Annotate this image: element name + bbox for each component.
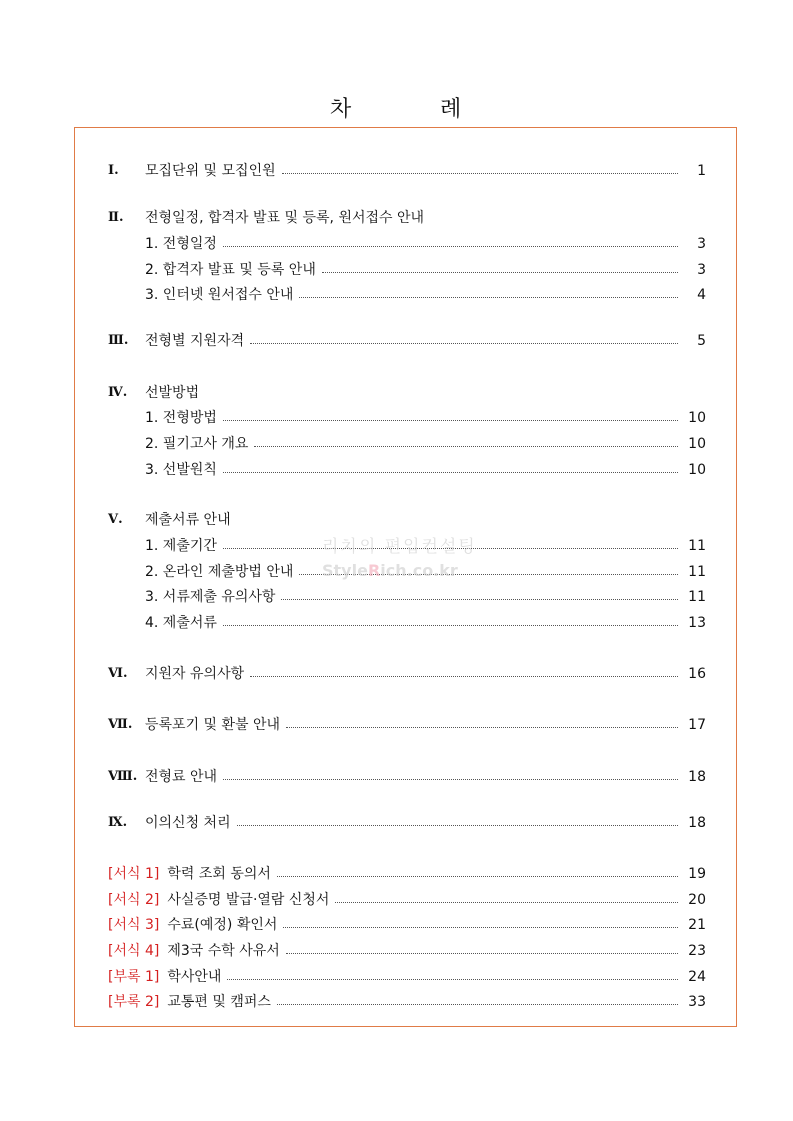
toc-roman-numeral: Ⅵ. (108, 666, 128, 681)
toc-entry-page: 16 (688, 666, 706, 682)
toc-dot-leader (223, 420, 678, 421)
toc-entry-label: 지원자 유의사항 (145, 666, 245, 682)
toc-entry-page: 33 (688, 994, 706, 1010)
toc-entry[interactable] (108, 890, 706, 910)
toc-roman-numeral: Ⅳ. (108, 385, 128, 400)
toc-entry[interactable] (145, 767, 706, 787)
toc-entry-label: 수료(예정) 확인서 (167, 917, 278, 933)
toc-dot-leader (223, 625, 678, 626)
toc-dot-leader (223, 548, 678, 549)
toc-dot-leader (322, 272, 678, 273)
title-char-left: 차 (330, 97, 352, 122)
toc-roman-numeral: Ⅱ. (108, 210, 124, 225)
toc-dot-leader (299, 297, 678, 298)
toc-entry[interactable] (145, 536, 706, 556)
toc-entry[interactable] (145, 234, 706, 254)
toc-roman-numeral: Ⅷ. (108, 769, 138, 784)
toc-dot-leader (223, 779, 678, 780)
toc-entry-label: 1. 전형일정 (145, 236, 217, 252)
toc-entry-tag: [서식 1] (108, 866, 160, 882)
toc-entry-label: 이의신청 처리 (145, 815, 231, 831)
toc-entry-label: 4. 제출서류 (145, 615, 217, 631)
toc-entry-tag: [서식 3] (108, 917, 160, 933)
toc-entry-label: 3. 인터넷 원서접수 안내 (145, 287, 294, 303)
toc-entry[interactable] (145, 510, 706, 530)
toc-entry-label: 학력 조회 동의서 (167, 866, 271, 882)
toc-entry[interactable] (145, 664, 706, 684)
toc-entry[interactable] (145, 813, 706, 833)
toc-entry-tag: [서식 2] (108, 892, 160, 908)
toc-entry-label: 전형별 지원자격 (145, 333, 245, 349)
toc-entry-page: 10 (688, 436, 706, 452)
toc-entry-page: 24 (688, 969, 706, 985)
toc-roman-numeral: Ⅲ. (108, 333, 129, 348)
toc-entry-tag: [부록 2] (108, 994, 160, 1010)
toc-entry-page: 3 (697, 236, 706, 252)
toc-dot-leader (277, 1004, 678, 1005)
toc-entry-tag: [서식 4] (108, 943, 160, 959)
toc-entry[interactable] (108, 864, 706, 884)
toc-entry-page: 5 (697, 333, 706, 349)
toc-dot-leader (254, 446, 678, 447)
toc-dot-leader (223, 472, 678, 473)
toc-entry-page: 20 (688, 892, 706, 908)
toc-entry[interactable] (108, 915, 706, 935)
toc-dot-leader (227, 979, 678, 980)
toc-entry-label: 선발방법 (145, 385, 200, 401)
toc-entry[interactable] (145, 434, 706, 454)
toc-entry-label: 교통편 및 캠퍼스 (167, 994, 271, 1010)
toc-entry[interactable] (145, 587, 706, 607)
toc-entry[interactable] (145, 562, 706, 582)
toc-entry-label: 3. 선발원칙 (145, 462, 217, 478)
toc-entry[interactable] (145, 285, 706, 305)
toc-entry-page: 11 (688, 589, 706, 605)
toc-entry-page: 19 (688, 866, 706, 882)
toc-entry[interactable] (145, 260, 706, 280)
toc-entry-page: 10 (688, 410, 706, 426)
watermark-line2: StyleRich.co.kr (322, 561, 458, 580)
toc-entry-label: 전형일정, 합격자 발표 및 등록, 원서접수 안내 (145, 210, 425, 226)
toc-entry-page: 18 (688, 769, 706, 785)
title-char-right: 례 (440, 97, 462, 122)
toc-entry-label: 제3국 수학 사유서 (167, 943, 280, 959)
toc-entry[interactable] (145, 161, 706, 181)
toc-dot-leader (277, 876, 678, 877)
toc-dot-leader (281, 599, 678, 600)
toc-entry-label: 1. 제출기간 (145, 538, 217, 554)
toc-entry-tag: [부록 1] (108, 969, 160, 985)
toc-entry[interactable] (145, 208, 706, 228)
toc-dot-leader (250, 676, 678, 677)
toc-entry-label: 2. 합격자 발표 및 등록 안내 (145, 262, 316, 278)
toc-entry-page: 23 (688, 943, 706, 959)
toc-dot-leader (335, 902, 678, 903)
toc-roman-numeral: Ⅸ. (108, 815, 128, 830)
toc-dot-leader (286, 953, 678, 954)
toc-entry[interactable] (108, 967, 706, 987)
toc-entry-page: 3 (697, 262, 706, 278)
toc-dot-leader (250, 343, 678, 344)
toc-entry-label: 학사안내 (167, 969, 222, 985)
toc-entry[interactable] (145, 613, 706, 633)
toc-entry-label: 2. 온라인 제출방법 안내 (145, 564, 294, 580)
toc-entry-label: 등록포기 및 환불 안내 (145, 717, 281, 733)
toc-entry-label: 사실증명 발급·열람 신청서 (167, 892, 330, 908)
toc-entry-label: 전형료 안내 (145, 769, 218, 785)
toc-entry-page: 21 (688, 917, 706, 933)
toc-entry-label: 모집단위 및 모집인원 (145, 163, 276, 179)
toc-dot-leader (286, 727, 678, 728)
toc-dot-leader (283, 927, 678, 928)
toc-entry-page: 18 (688, 815, 706, 831)
toc-entry-page: 13 (688, 615, 706, 631)
toc-dot-leader (223, 246, 678, 247)
toc-entry-label: 제출서류 안내 (145, 512, 231, 528)
toc-roman-numeral: Ⅴ. (108, 512, 123, 527)
toc-entry[interactable] (145, 460, 706, 480)
toc-entry[interactable] (145, 715, 706, 735)
toc-dot-leader (282, 173, 678, 174)
toc-dot-leader (299, 574, 678, 575)
toc-entry[interactable] (108, 941, 706, 961)
toc-entry-page: 11 (688, 538, 706, 554)
toc-roman-numeral: Ⅰ. (108, 163, 119, 178)
toc-entry-page: 1 (697, 163, 706, 179)
toc-entry[interactable] (145, 383, 706, 403)
toc-dot-leader (237, 825, 678, 826)
watermark-line1: 리치의 편입컨설팅 (322, 537, 477, 557)
toc-entry-page: 10 (688, 462, 706, 478)
toc-entry[interactable] (108, 992, 706, 1012)
toc-entry[interactable] (145, 331, 706, 351)
toc-entry-label: 1. 전형방법 (145, 410, 217, 426)
toc-entry-label: 2. 필기고사 개요 (145, 436, 249, 452)
toc-entry-page: 4 (697, 287, 706, 303)
toc-entry-page: 17 (688, 717, 706, 733)
toc-roman-numeral: Ⅶ. (108, 717, 133, 732)
toc-entry-label: 3. 서류제출 유의사항 (145, 589, 276, 605)
toc-entry[interactable] (145, 408, 706, 428)
toc-entry-page: 11 (688, 564, 706, 580)
